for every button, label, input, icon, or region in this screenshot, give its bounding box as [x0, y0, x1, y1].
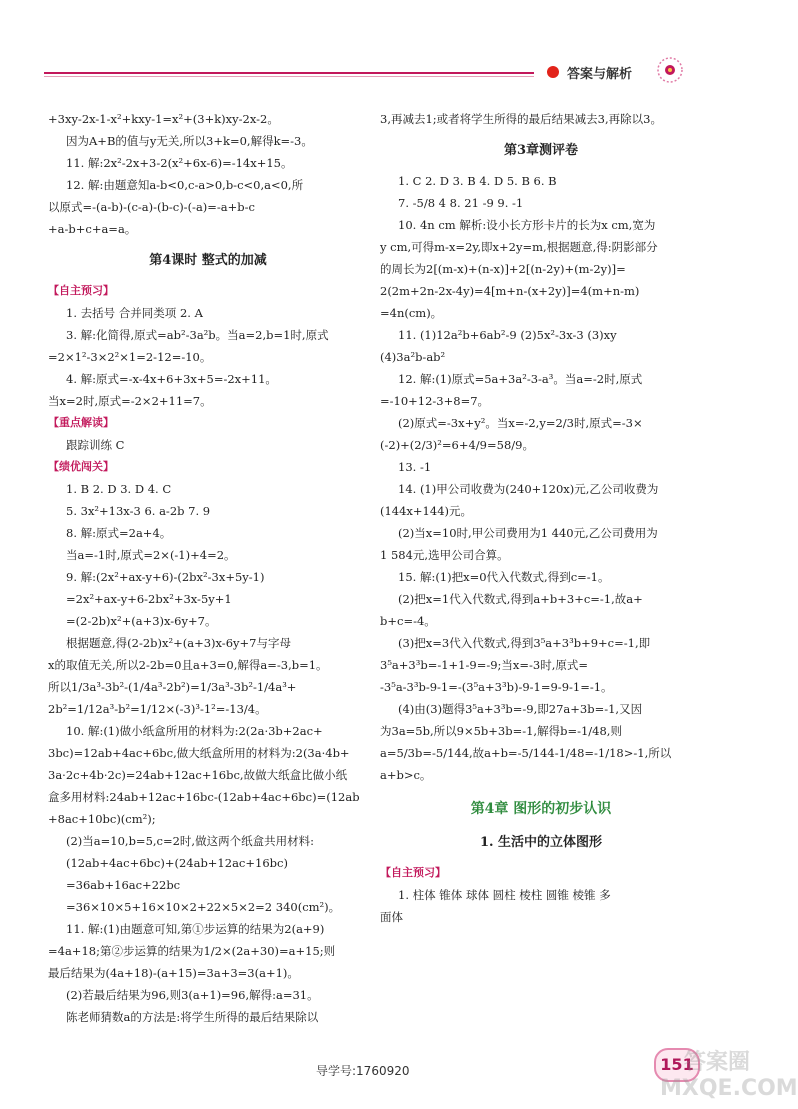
text-line: 1. 去括号 合并同类项 2. A — [66, 306, 203, 320]
text-line: 13. -1 — [398, 460, 432, 474]
text-line: -3⁵a-3³b-9-1=-(3⁵a+3³b)-9-1=9-9-1=-1。 — [380, 680, 613, 694]
text-line: 1. 柱体 锥体 球体 圆柱 棱柱 圆锥 棱锥 多 — [398, 888, 611, 902]
text-line: 10. 4n cm 解析:设小长方形卡片的长为x cm,宽为 — [398, 218, 656, 232]
text-line: y cm,可得m-x=2y,即x+2y=m,根据题意,得:阴影部分 — [380, 240, 658, 254]
text-line: 5. 3x²+13x-3 6. a-2b 7. 9 — [66, 504, 211, 518]
text-line: 3⁵a+3³b=-1+1-9=-9;当x=-3时,原式= — [380, 658, 589, 672]
text-line: (144x+144)元。 — [380, 504, 472, 518]
text-line: +a-b+c+a=a。 — [48, 222, 137, 236]
text-line: (3)把x=3代入代数式,得到3⁵a+3³b+9+c=-1,即 — [398, 636, 651, 650]
section-tag: 【重点解读】 — [48, 416, 114, 429]
chapter-title: 第4章 图形的初步认识 — [470, 801, 612, 817]
text-line: 当a=-1时,原式=2×(-1)+4=2。 — [66, 548, 236, 562]
text-line: (2)原式=-3x+y²。当x=-2,y=2/3时,原式=-3× — [398, 416, 643, 430]
text-line: 4. 解:原式=-x-4x+6+3x+5=-2x+11。 — [66, 372, 277, 386]
text-line: 7. -5/8 4 8. 21 -9 9. -1 — [398, 196, 524, 210]
text-line: =4a+18;第②步运算的结果为1/2×(2a+30)=a+15;则 — [48, 944, 336, 958]
text-line: =-10+12-3+8=7。 — [380, 394, 490, 408]
text-line: 14. (1)甲公司收费为(240+120x)元,乙公司收费为 — [398, 482, 659, 496]
text-line: 1. C 2. D 3. B 4. D 5. B 6. B — [398, 174, 557, 188]
watermark: 答案圈 MXQE.COM — [660, 1050, 798, 1101]
right-column — [380, 108, 702, 928]
text-line: =2x²+ax-y+6-2bx²+3x-5y+1 — [66, 592, 232, 606]
text-line: =36ab+16ac+22bc — [66, 878, 181, 892]
text-line: b+c=-4。 — [380, 614, 436, 628]
text-line: 10. 解:(1)做小纸盒所用的材料为:2(2a·3b+2ac+ — [66, 724, 323, 738]
text-line: 面体 — [380, 910, 403, 924]
section-title: 第4课时 整式的加减 — [149, 253, 267, 268]
text-line: 2(2m+2n-2x-4y)=4[m+n-(x+2y)]=4(m+n-m) — [380, 284, 640, 298]
text-line: 为3a=5b,所以9×5b+3b=-1,解得b=-1/48,则 — [380, 724, 622, 738]
text-line: =2×1²-3×2²×1=2-12=-10。 — [48, 350, 212, 364]
text-line: (2)当a=10,b=5,c=2时,做这两个纸盒共用材料: — [66, 834, 314, 848]
text-line: 1. B 2. D 3. D 4. C — [66, 482, 172, 496]
text-line: (4)由(3)题得3⁵a+3³b=-9,即27a+3b=-1,又因 — [398, 702, 643, 716]
text-line: +3xy-2x-1-x²+kxy-1=x²+(3+k)xy-2x-2。 — [48, 112, 279, 126]
section-title: 1. 生活中的立体图形 — [479, 835, 603, 850]
text-line: (12ab+4ac+6bc)+(24ab+12ac+16bc) — [66, 856, 288, 870]
text-line: 以原式=-(a-b)-(c-a)-(b-c)-(-a)=-a+b-c — [48, 200, 255, 214]
text-line: a=5/3b=-5/144,故a+b=-5/144-1/48=-1/18>-1,所以 — [380, 746, 672, 760]
text-line: =(2-2b)x²+(a+3)x-6y+7。 — [66, 614, 217, 628]
text-line: 当x=2时,原式=-2×2+11=7。 — [48, 394, 212, 408]
text-line: 跟踪训练 C — [66, 438, 125, 452]
text-line: 15. 解:(1)把x=0代入代数式,得到c=-1。 — [398, 570, 610, 584]
text-line: 3bc)=12ab+4ac+6bc,做大纸盒所用的材料为:2(3a·4b+ — [48, 746, 350, 760]
header-dot-icon — [547, 66, 559, 78]
text-line: 3a·2c+4b·2c)=24ab+12ac+16bc,故做大纸盒比做小纸 — [48, 768, 348, 782]
left-column — [48, 108, 368, 1028]
text-line: 陈老师猜数a的方法是:将学生所得的最后结果除以 — [66, 1010, 319, 1024]
text-line: 1 584元,选甲公司合算。 — [380, 548, 509, 562]
text-line: =36×10×5+16×10×2+22×5×2=2 340(cm²)。 — [66, 900, 341, 914]
text-line: (2)当x=10时,甲公司费用为1 440元,乙公司费用为 — [398, 526, 658, 540]
text-line: x的取值无关,所以2-2b=0且a+3=0,解得a=-3,b=1。 — [48, 658, 328, 672]
section-tag: 【自主预习】 — [380, 866, 446, 879]
guide-code: 导学号:1760920 — [316, 1064, 410, 1078]
header-rule — [44, 72, 534, 74]
text-line: 所以1/3a³-3b²-(1/4a³-2b²)=1/3a³-3b²-1/4a³+ — [48, 680, 297, 694]
section-tag: 【绩优闯关】 — [48, 460, 114, 473]
text-line: 2b²=1/12a³-b²=1/12×(-3)³-1²=-13/4。 — [48, 702, 267, 716]
text-line: (2)把x=1代入代数式,得到a+b+3+c=-1,故a+ — [398, 592, 643, 606]
text-line: +8ac+10bc)(cm²); — [48, 812, 156, 826]
text-line: 盒多用材料:24ab+12ac+16bc-(12ab+4ac+6bc)=(12ab — [48, 790, 360, 804]
text-line: 3. 解:化简得,原式=ab²-3a²b。当a=2,b=1时,原式 — [66, 328, 329, 342]
header-rule-thin — [44, 76, 534, 77]
flower-ornament-icon — [650, 52, 690, 88]
section-title: 第3章测评卷 — [503, 143, 579, 158]
text-line: (2)若最后结果为96,则3(a+1)=96,解得:a=31。 — [66, 988, 319, 1002]
text-line: 11. 解:(1)由题意可知,第①步运算的结果为2(a+9) — [66, 922, 325, 936]
text-line: 因为A+B的值与y无关,所以3+k=0,解得k=-3。 — [66, 134, 313, 148]
text-line: 根据题意,得(2-2b)x²+(a+3)x-6y+7与字母 — [66, 636, 291, 650]
text-line: 3,再减去1;或者将学生所得的最后结果减去3,再除以3。 — [380, 112, 662, 126]
text-line: 12. 解:由题意知a-b<0,c-a>0,b-c<0,a<0,所 — [66, 178, 304, 192]
text-line: 的周长为2[(m-x)+(n-x)]+2[(n-2y)+(m-2y)]= — [380, 262, 626, 276]
section-tag: 【自主预习】 — [48, 284, 114, 297]
text-line: 8. 解:原式=2a+4。 — [66, 526, 172, 540]
text-line: a+b>c。 — [380, 768, 432, 782]
text-line: (-2)+(2/3)²=6+4/9=58/9。 — [380, 438, 534, 452]
page-header — [0, 58, 750, 98]
text-line: 最后结果为(4a+18)-(a+15)=3a+3=3(a+1)。 — [48, 966, 299, 980]
text-line: 9. 解:(2x²+ax-y+6)-(2bx²-3x+5y-1) — [66, 570, 265, 584]
header-title: 答案与解析 — [567, 67, 633, 82]
text-line: (4)3a²b-ab² — [380, 350, 446, 364]
text-line: =4n(cm)。 — [380, 306, 443, 320]
page-number: 151 — [654, 1048, 700, 1082]
text-line: 11. (1)12a²b+6ab²-9 (2)5x²-3x-3 (3)xy — [398, 328, 617, 342]
text-line: 12. 解:(1)原式=5a+3a²-3-a³。当a=-2时,原式 — [398, 372, 643, 386]
text-line: 11. 解:2x²-2x+3-2(x²+6x-6)=-14x+15。 — [66, 156, 293, 170]
